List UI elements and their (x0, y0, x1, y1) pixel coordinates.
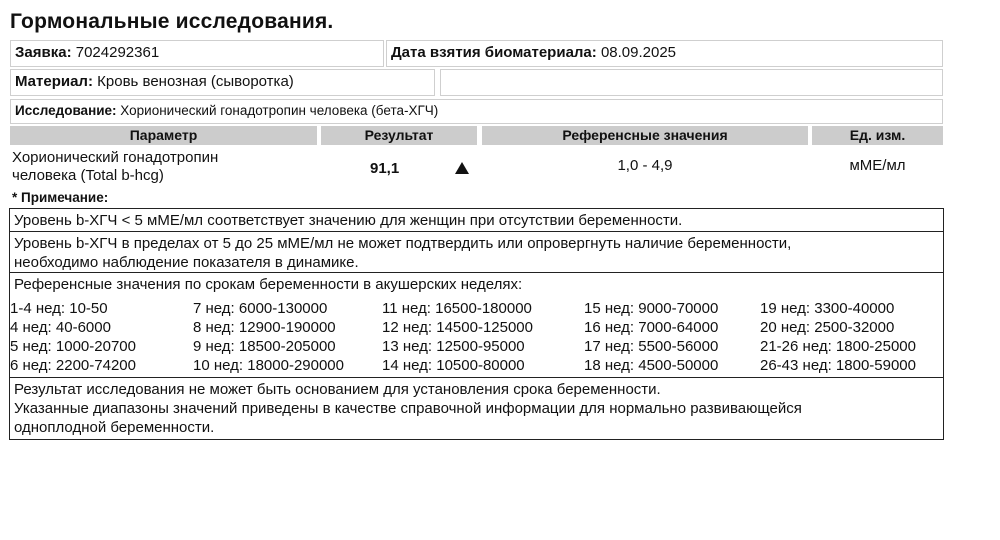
week-entry: 26-43 нед: 1800-59000 (760, 357, 916, 374)
week-entry: 15 нед: 9000-70000 (584, 300, 719, 317)
week-entry: 16 нед: 7000-64000 (584, 319, 719, 336)
result-value: 91,1 (370, 160, 400, 177)
week-entry: 8 нед: 12900-190000 (193, 319, 336, 336)
note-label: * Примечание: (12, 190, 109, 205)
week-entry: 9 нед: 18500-205000 (193, 338, 336, 355)
week-entry: 7 нед: 6000-130000 (193, 300, 328, 317)
week-entry: 19 нед: 3300-40000 (760, 300, 895, 317)
material-field (10, 69, 435, 96)
week-entry: 4 нед: 40-6000 (10, 319, 111, 336)
study-field (10, 99, 943, 124)
reference-range: 1,0 - 4,9 (617, 157, 673, 174)
note-box-final (9, 377, 944, 440)
weeks-grid (10, 299, 943, 375)
material-empty-cell (440, 69, 943, 96)
parameter-line-1: Хорионический гонадотропин (12, 149, 219, 166)
weeks-title: Референсные значения по срокам беременности в акушерских неделях: (14, 276, 523, 293)
note-line-2b: необходимо наблюдение показателя в динамике. (14, 254, 359, 271)
sample-date-field (386, 40, 943, 67)
header-reference: Референсные значения (482, 126, 808, 145)
week-entry: 5 нед: 1000-20700 (10, 338, 136, 355)
order-label: Заявка: (15, 44, 72, 61)
up-arrow-icon (455, 162, 469, 174)
week-entry: 13 нед: 12500-95000 (382, 338, 525, 355)
header-parameter: Параметр (10, 126, 317, 145)
week-entry: 6 нед: 2200-74200 (10, 357, 136, 374)
unit-value: мМЕ/мл (849, 157, 906, 174)
header-unit: Ед. изм. (812, 126, 943, 145)
sample-date-label: Дата взятия биоматериала: (391, 44, 597, 61)
material-label: Материал: (15, 73, 93, 90)
material-value: Кровь венозная (сыворотка) (97, 73, 294, 90)
note-box-2 (9, 231, 944, 273)
week-entry: 10 нед: 18000-290000 (193, 357, 344, 374)
week-entry: 18 нед: 4500-50000 (584, 357, 719, 374)
parameter-line-2: человека (Total b-hcg) (12, 167, 164, 184)
week-entry: 11 нед: 16500-180000 (382, 300, 532, 317)
sample-date-value: 08.09.2025 (600, 44, 677, 61)
week-entry: 1-4 нед: 10-50 (10, 300, 108, 317)
page-title: Гормональные исследования. (10, 10, 334, 33)
parameter-name (12, 149, 312, 185)
week-entry: 17 нед: 5500-56000 (584, 338, 719, 355)
week-entry: 20 нед: 2500-32000 (760, 319, 895, 336)
note-box-1 (9, 208, 944, 232)
note-line-2a: Уровень b-ХГЧ в пределах от 5 до 25 мМЕ/мл не может подтвердить или опровергнуть наличие беременности, (14, 235, 792, 252)
order-value: 7024292361 (75, 44, 160, 61)
week-entry: 14 нед: 10500-80000 (382, 357, 525, 374)
order-field (10, 40, 384, 67)
header-result: Результат (321, 126, 477, 145)
note-line-1: Уровень b-ХГЧ < 5 мМЕ/мл соответствует значению для женщин при отсутствии беременности. (14, 212, 683, 229)
study-value: Хорионический гонадотропин человека (бета-ХГЧ) (120, 103, 439, 118)
week-entry: 12 нед: 14500-125000 (382, 319, 533, 336)
final-line-2a: Указанные диапазоны значений приведены в качестве справочной информации для нормально развивающейся (14, 400, 802, 417)
week-entry: 21-26 нед: 1800-25000 (760, 338, 916, 355)
final-line-2b: одноплодной беременности. (14, 419, 215, 436)
study-label: Исследование: (15, 103, 117, 118)
final-line-1: Результат исследования не может быть основанием для установления срока беременности. (14, 381, 661, 398)
